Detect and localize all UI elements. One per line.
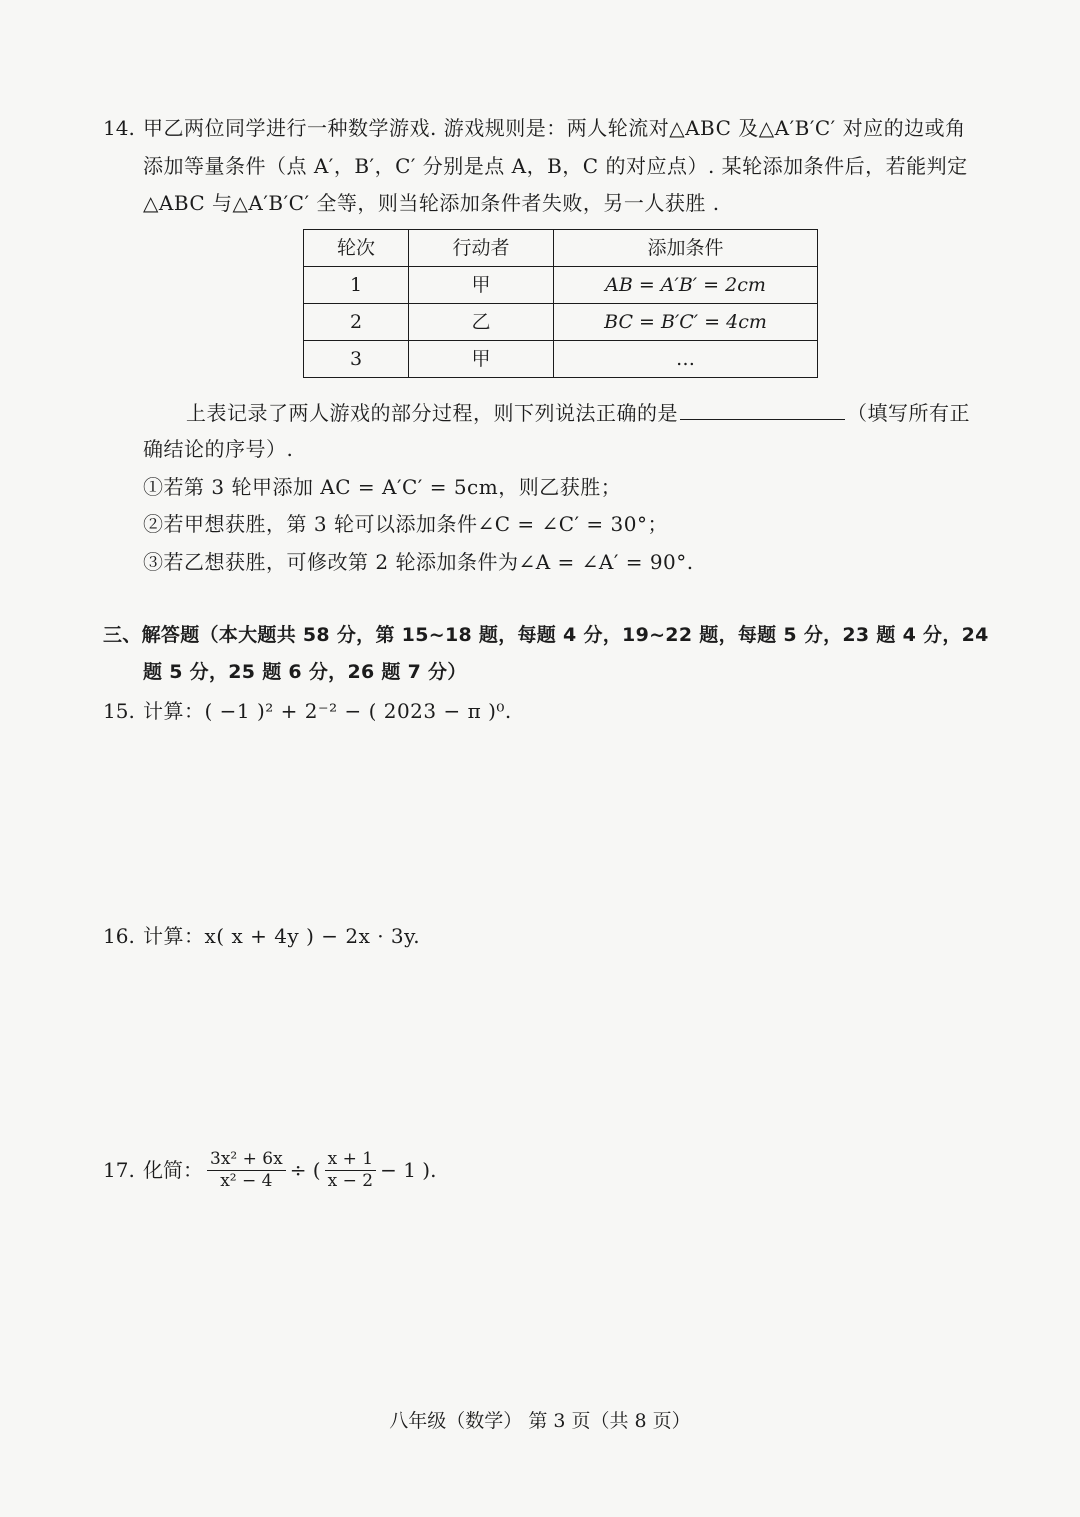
page-footer: 八年级（数学） 第 3 页（共 8 页） (389, 1410, 691, 1432)
q17-number: 17. (103, 1158, 135, 1182)
q14-option-2: ②若甲想获胜，第 3 轮可以添加条件∠C = ∠C′ = 30°； (143, 512, 668, 536)
table-cell: 乙 (409, 304, 554, 341)
q14-description-text: 上表记录了两人游戏的部分过程，则下列说法正确的是 (186, 401, 678, 425)
q14-line-3: △ABC 与△A′B′C′ 全等，则当轮添加条件者失败，另一人获胜 . (143, 191, 720, 215)
table-cell: … (554, 341, 818, 378)
q14-description-text-2: （填写所有正 (847, 401, 970, 425)
q16-number: 16. (103, 924, 135, 948)
q17-tail: − 1 ). (380, 1158, 437, 1182)
q16-text: 计算：x( x + 4y ) − 2x · 3y. (143, 924, 421, 948)
q17-label: 化简： (143, 1158, 203, 1182)
q14-description-line-2: 确结论的序号）. (143, 437, 294, 461)
q15-text: 计算：( −1 )² + 2⁻² − ( 2023 − π )⁰. (143, 699, 512, 723)
q14-option-1: ①若第 3 轮甲添加 AC = A′C′ = 5cm，则乙获胜； (143, 475, 622, 499)
table-header-cell: 行动者 (409, 230, 554, 267)
section-heading-line-2: 题 5 分，25 题 6 分，26 题 7 分） (143, 661, 467, 683)
q17-divide: ÷ ( (289, 1158, 321, 1182)
table-header-cell: 添加条件 (554, 230, 818, 267)
answer-blank[interactable] (680, 401, 845, 420)
table-cell: 甲 (409, 341, 554, 378)
q14-description (186, 401, 970, 423)
q17-fraction-2 (325, 1148, 376, 1191)
q14-option-3: ③若乙想获胜，可修改第 2 轮添加条件为∠A = ∠A′ = 90°. (143, 550, 694, 574)
q17-fraction-1 (207, 1148, 286, 1191)
table-row (304, 304, 818, 341)
table-cell: 甲 (409, 267, 554, 304)
table-header-cell: 轮次 (304, 230, 409, 267)
q17-fraction-2-numerator: x + 1 (325, 1151, 376, 1171)
table-row (304, 341, 818, 378)
q17-fraction-2-denominator: x − 2 (327, 1170, 374, 1191)
section-heading: 三、解答题（本大题共 58 分，第 15~18 题，每题 4 分，19~22 题，每题 5 分，23 题 4 分，24 (103, 624, 989, 646)
q14-line-1: 甲乙两位同学进行一种数学游戏. 游戏规则是：两人轮流对△ABC 及△A′B′C′ 对应的边或角 (143, 116, 966, 140)
table-header-row (304, 230, 818, 267)
q14-number: 14. (103, 116, 135, 140)
table-cell: BC = B′C′ = 4cm (554, 304, 818, 341)
q14-line-2: 添加等量条件（点 A′，B′，C′ 分别是点 A，B，C 的对应点）. 某轮添加条件后，若能判定 (143, 154, 968, 178)
q17-fraction-1-denominator: x² − 4 (220, 1170, 273, 1191)
q15-number: 15. (103, 699, 135, 723)
q14-table (303, 229, 818, 378)
table-cell: 2 (304, 304, 409, 341)
table-cell: 1 (304, 267, 409, 304)
q17-fraction-1-numerator: 3x² + 6x (207, 1151, 286, 1171)
table-row (304, 267, 818, 304)
table-cell: 3 (304, 341, 409, 378)
table-cell: AB = A′B′ = 2cm (554, 267, 818, 304)
q17-expression (143, 1146, 436, 1194)
